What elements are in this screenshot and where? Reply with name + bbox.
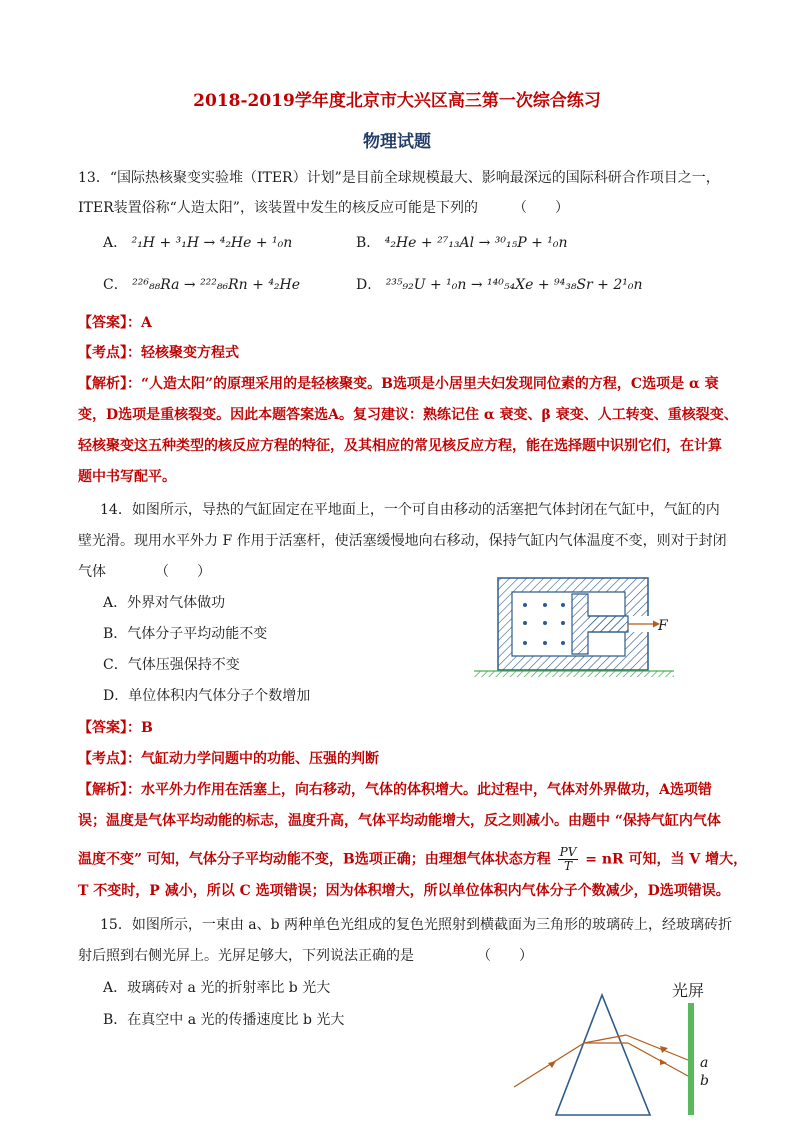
q14-stem-line1: 14．如图所示，导热的气缸固定在平地面上，一个可自由移动的活塞把气体封闭在气缸中，气缸的内 — [100, 502, 720, 518]
point-label: 【考点】： — [78, 345, 141, 361]
q13-analysis-line1: 【解析】：“人造太阳”的原理采用的是轻核聚变。B选项是小居里夫妇发现同位素的方程，C选项是 α 衰 — [78, 376, 719, 392]
nuclear-equation: ²₁H + ³₁H → ⁴₂He + ¹₀n — [131, 235, 293, 251]
q14-option-c: C．气体压强保持不变 — [103, 657, 240, 673]
q15-option-a: A．玻璃砖对 a 光的折射率比 b 光大 — [103, 980, 331, 996]
q13-option-b — [356, 233, 568, 253]
prism-figure — [510, 975, 730, 1118]
q13-stem-line2: ITER装置俗称“人造太阳”，该装置中发生的核反应可能是下列的 （ ） — [78, 200, 569, 216]
analysis-label: 【解析】： — [78, 782, 141, 798]
q13-option-a — [103, 233, 292, 253]
q14-option-d: D．单位体积内气体分子个数增加 — [103, 688, 311, 704]
option-label: D． — [356, 277, 382, 293]
q14-analysis-line1: 【解析】：水平外力作用在活塞上，向右移动，气体的体积增大。此过程中，气体对外界做功，A选项错 — [78, 782, 712, 798]
point-label: 【考点】： — [78, 751, 141, 767]
option-label: C． — [103, 277, 128, 293]
page-title: 2018-2019学年度北京市大兴区高三第一次综合练习 — [193, 91, 601, 111]
incident-ray — [514, 1043, 584, 1087]
screen-label: 光屏 — [672, 981, 705, 1000]
q14-stem-line3: 气体 （ ） — [78, 564, 211, 580]
force-label: F — [658, 618, 668, 634]
q14-analysis-line2: 误；温度是气体平均动能的标志，温度升高，气体平均动能增大，反之则减小。由题中 “保持气缸内气体 — [78, 813, 721, 829]
light-screen — [688, 1003, 694, 1115]
nuclear-equation: ⁴₂He + ²⁷₁₃Al → ³⁰₁₅P + ¹₀n — [384, 235, 568, 251]
q14-analysis-line3: 温度不变” 可知，气体分子平均动能不变，B选项正确；由理想气体状态方程 $\frac{PV}{T}$ = nR 可知，当 V 增大， — [78, 845, 748, 873]
nuclear-equation: ²²⁶₈₈Ra → ²²²₈₆Rn + ⁴₂He — [132, 277, 301, 293]
glass-prism — [556, 995, 650, 1115]
q13-analysis-line4: 题中书写配平。 — [78, 469, 176, 485]
q14-option-a: A．外界对气体做功 — [103, 595, 226, 611]
q13-option-d — [356, 275, 643, 295]
q14-option-b: B．气体分子平均动能不变 — [103, 626, 268, 642]
answer-label: 【答案】： — [78, 315, 141, 331]
ray-a-label: a — [700, 1055, 709, 1071]
q13-point — [78, 343, 239, 363]
q13-answer — [78, 313, 152, 333]
q15-stem-line2: 射后照到右侧光屏上。光屏足够大，下列说法正确的是 （ ） — [78, 948, 533, 964]
point-value: 气缸动力学问题中的功能、压强的判断 — [141, 751, 379, 767]
q14-point — [78, 749, 379, 769]
q13-analysis-line3: 轻核聚变这五种类型的核反应方程的特征，及其相应的常见核反应方程，能在选择题中识别它们，在计算 — [78, 438, 722, 454]
option-label: B． — [356, 235, 381, 251]
answer-value: A — [141, 315, 152, 331]
q14-answer — [78, 718, 153, 738]
q13-option-c — [103, 275, 300, 295]
ray-b-label: b — [700, 1073, 709, 1089]
ideal-gas-fraction: $\frac{PV}{T}$ — [559, 845, 577, 873]
option-label: A． — [103, 235, 128, 251]
analysis-label: 【解析】： — [78, 376, 141, 392]
q15-option-b: B．在真空中 a 光的传播速度比 b 光大 — [103, 1012, 345, 1028]
q14-analysis-line4: T 不变时，P 减小，所以 C 选项错误；因为体积增大，所以单位体积内气体分子个数减少，D选项错误。 — [78, 883, 730, 899]
ground — [474, 671, 674, 677]
cylinder-figure — [470, 575, 680, 680]
answer-label: 【答案】： — [78, 720, 141, 736]
q13-stem-line1: 13．“国际热核聚变实验堆（ITER）计划”是目前全球规模最大、影响最深远的国际科研合作项目之一， — [78, 170, 720, 186]
nuclear-equation: ²³⁵₉₂U + ¹₀n → ¹⁴⁰₅₄Xe + ⁹⁴₃₈Sr + 2¹₀n — [385, 277, 643, 293]
page-subtitle: 物理试题 — [363, 132, 431, 152]
point-value: 轻核聚变方程式 — [141, 345, 239, 361]
q13-analysis-line2: 变，D选项是重核裂变。因此本题答案选A。复习建议：熟练记住 α 衰变、β 衰变、人工转变、重核裂变、 — [78, 407, 738, 423]
q14-stem-line2: 壁光滑。现用水平外力 F 作用于活塞杆，使活塞缓慢地向右移动，保持气缸内气体温度不变，则对于封闭 — [78, 533, 727, 549]
answer-value: B — [141, 720, 153, 736]
q15-stem-line1: 15．如图所示，一束由 a、b 两种单色光组成的复色光照射到横截面为三角形的玻璃砖上，经玻璃砖折 — [100, 917, 733, 933]
